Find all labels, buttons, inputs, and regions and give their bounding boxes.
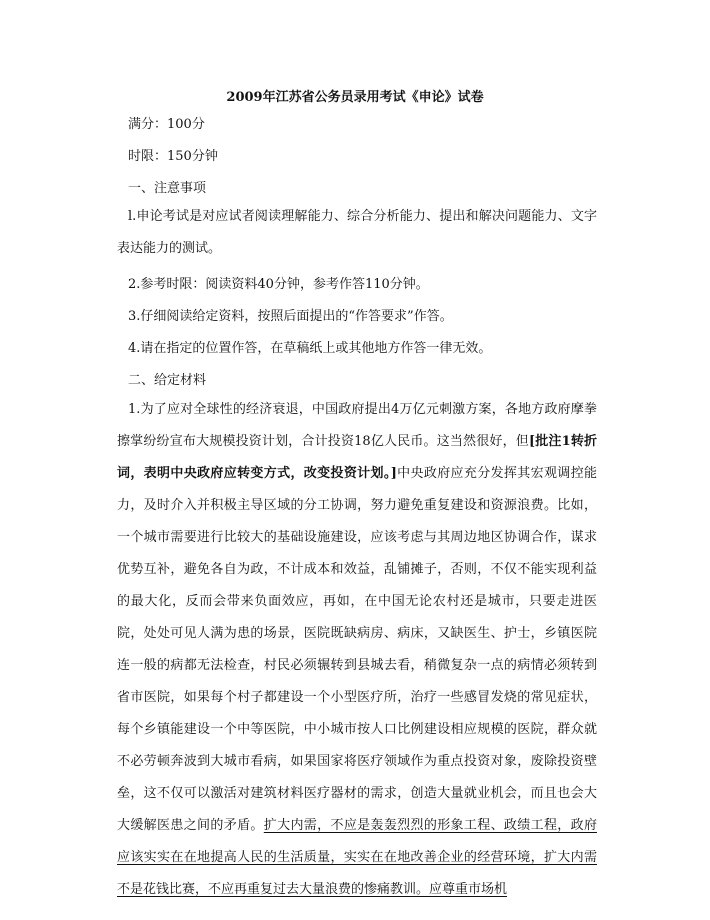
- section-heading-notes: 一、注意事项: [128, 181, 207, 196]
- document-title: 2009年江苏省公务员录用考试《申论》试卷: [226, 90, 484, 105]
- underlined-passage: 扩大内需，不应是轰轰烈烈的形象工程、政绩工程，政府应该实实在在地提高人民的生活质量，实实在在地改善企业的经营环境，扩大内需不是花钱比赛，不应再重复过去大量浪费的惨痛教训。应尊重市场机: [117, 818, 597, 897]
- section-heading-materials: 二、给定材料: [128, 373, 207, 388]
- time-limit-line: 时限：150分钟: [128, 149, 218, 164]
- material-paragraph-1: [117, 394, 597, 906]
- note-item-1: l.申论考试是对应试者阅读理解能力、综合分析能力、提出和解决问题能力、文字表达能力的测试。: [117, 209, 597, 256]
- score-line: 满分：100分: [128, 117, 205, 132]
- annotation-comment: [批注1转折词，表明中央政府应转变方式，改变投资计划。]: [117, 434, 598, 481]
- material-text-a: 1.为了应对全球性的经济衰退，中国政府提出4万亿元刺激方案，各地方政府摩拳擦掌纷纷宣布大规模投资计划，合计投资18亿人民币。这当然很好，但: [117, 402, 597, 449]
- note-item-4: 4.请在指定的位置作答，在草稿纸上或其他地方作答一律无效。: [128, 341, 492, 356]
- material-text-b: 中央政府应充分发挥其宏观调控能力，及时介入并积极主导区域的分工协调，努力避免重复建设和资源浪费。比如，一个城市需要进行比较大的基础设施建设，应该考虑与其周边地区协调合作，谋求优势互补，避免各自为政，不计成本和效益，乱铺摊子，否则，不仅不能实现利益的最大化，反而会带来负面效应，再如，在中国无论农村还是城市，只要走进医院，处处可见人满为患的场景，医院既缺病房、病床，又缺医生、护士，乡镇医院连一般的病都无法检查，村民必须辗转到县城去看，稍微复杂一点的病情必须转到省市医院，如果每个村子都建设一个小型医疗所，治疗一些感冒发烧的常见症状，每个乡镇能建设一个中等医院，中小城市按人口比例建设相应规模的医院，群众就不必劳顿奔波到大城市看病，如果国家将医疗领域作为重点投资对象，废除投资壁垒，这不仅可以激活对建筑材料医疗器材的需求，创造大量就业机会，而且也会大大缓解医患之间的矛盾。: [117, 466, 597, 833]
- note-item-2: 2.参考时限：阅读资料40分钟，参考作答110分钟。: [128, 277, 429, 292]
- note-item-3: 3.仔细阅读给定资料，按照后面提出的“作答要求”作答。: [128, 309, 453, 324]
